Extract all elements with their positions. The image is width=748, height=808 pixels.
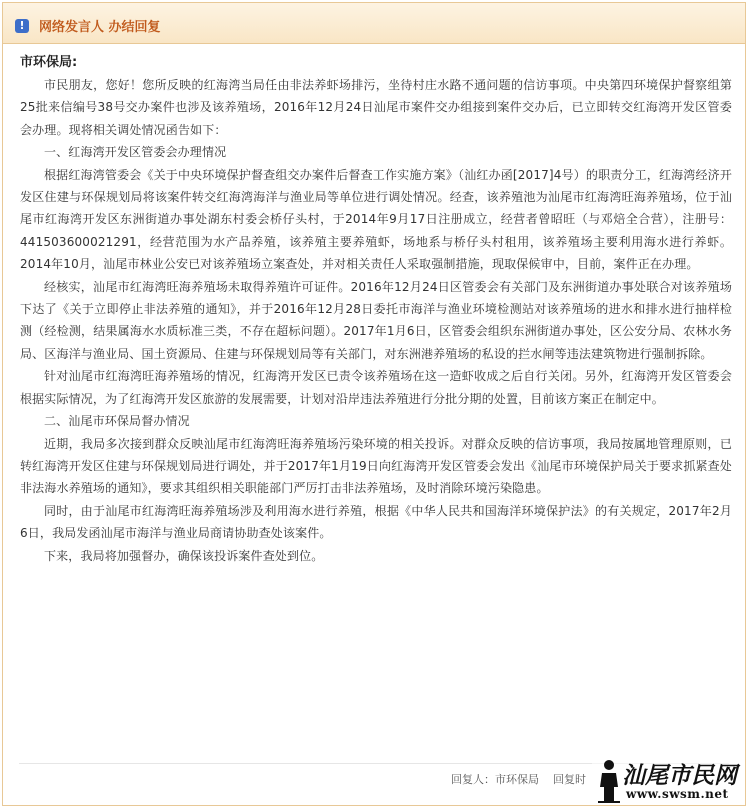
- reply-paragraph: 同时，由于汕尾市红海湾旺海养殖场涉及利用海水进行养殖，根据《中华人民共和国海洋环境保护法》的有关规定，2017年2月6日，我局发函汕尾市海洋与渔业局商请协助查处该案件。: [20, 503, 732, 541]
- reply-time-label: 回复时: [553, 773, 586, 786]
- reply-paragraph: 下来，我局将加强督办，确保该投诉案件查处到位。: [44, 548, 324, 563]
- watermark-url: www.swsm.net: [626, 787, 729, 801]
- panel-title: 网络发言人 办结回复: [39, 20, 161, 35]
- replier-label: 回复人：: [451, 773, 495, 786]
- replier-name: 市环保局: [495, 773, 539, 786]
- reply-content: [20, 52, 732, 567]
- reply-footer: [451, 771, 586, 787]
- reply-paragraph: 市民朋友，您好！您所反映的红海湾当局任由非法养虾场排污，坐待村庄水路不通问题的信访事项。中央第四环境保护督察组第25批来信编号38号交办案件也涉及该养殖场，2016年12月24日汕尾市案件交办组接到案件交办后，已立即转交红海湾开发区管委会办理。现将相关调处情况函告如下：: [20, 78, 732, 137]
- reply-body: [20, 74, 732, 567]
- reply-recipient: 市环保局:: [20, 55, 78, 70]
- reply-panel: [2, 2, 746, 806]
- reply-paragraph: 根据红海湾管委会《关于中央环境保护督查组交办案件后督查工作实施方案》（汕红办函[2017]4号）的职责分工，红海湾经济开发区住建与环保规划局将该案件转交红海湾海洋与渔业局等单位进行调处情况。经查，该养殖池为汕尾市红海湾旺海养殖场，位于汕尾市红海湾开发区东洲街道办事处湖东村委会桥仔头村，于2014年9月17日注册成立，经营者曾昭旺（与邓焙全合营），注册号：441503600021291，经营范围为水产品养殖，该养殖主要养殖虾，场地系与桥仔头村租用，该养殖场主要利用海水进行养虾。2014年10月，汕尾市林业公安已对该养殖场立案查处，并对相关责任人采取强制措施，现取保候审中，目前，案件正在办理。: [20, 167, 732, 272]
- site-watermark: [592, 755, 744, 805]
- panel-header: [3, 3, 745, 44]
- reply-paragraph: 近期，我局多次接到群众反映汕尾市红海湾旺海养殖场污染环境的相关投诉。对群众反映的信访事项，我局按属地管理原则，已转红海湾开发区住建与环保规划局进行调处，并于2017年1月19日向红海湾开发区管委会发出《汕尾市环境保护局关于要求抓紧查处非法海水养殖场的通知》，要求其组织相关职能部门严厉打击非法养殖场，及时消除环境污染隐患。: [20, 436, 732, 496]
- section-heading: 二、汕尾市环保局督办情况: [44, 414, 190, 429]
- person-figure-icon: [596, 759, 622, 803]
- reply-paragraph: 经核实，汕尾市红海湾旺海养殖场未取得养殖许可证件。2016年12月24日区管委会有关部门及东洲街道办事处联合对该养殖场下达了《关于立即停止非法养殖的通知》，并于2016年12月28日委托市海洋与渔业环境检测站对该养殖场的进水和排水进行抽样检测（经检测，结果属海水水质标准三类，不存在超标问题）。2017年1月6日，区管委会组织东洲街道办事处，区公安分局、农林水务局、区海洋与渔业局、国土资源局、住建与环保规划局等有关部门，对东洲港养殖场的私设的拦水闸等违法建筑物进行强制拆除。: [20, 279, 732, 361]
- reply-paragraph: 针对汕尾市红海湾旺海养殖场的情况，红海湾开发区已责令该养殖场在这一造虾收成之后自行关闭。另外，红海湾开发区管委会根据实际情况，为了红海湾开发区旅游的发展需要，计划对沿岸违法养殖进行分批分期的处置，目前该方案正在制定中。: [20, 369, 732, 406]
- exclamation-icon: !: [15, 19, 29, 33]
- watermark-title: 汕尾市民网: [622, 762, 737, 789]
- section-heading: 一、红海湾开发区管委会办理情况: [44, 145, 227, 160]
